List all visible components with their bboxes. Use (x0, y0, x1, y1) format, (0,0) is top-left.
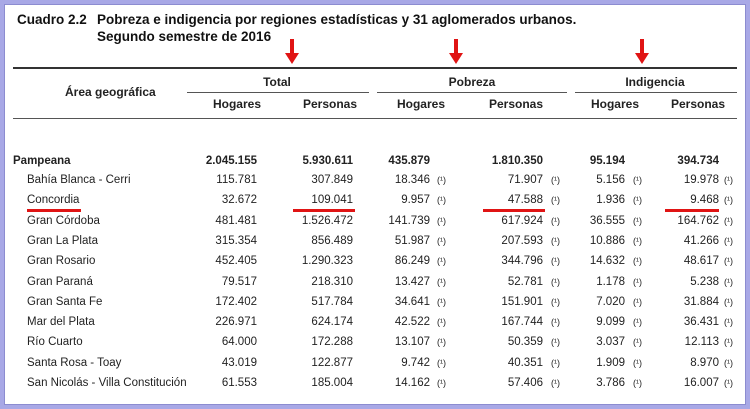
row-value: 43.019 (221, 356, 257, 369)
row-value: 13.107 (394, 336, 430, 349)
row-value: 1.909 (596, 356, 625, 369)
row-value: 167.744 (501, 316, 543, 329)
row-value: 122.877 (311, 356, 353, 369)
footnote-mark: (¹) (551, 195, 560, 206)
row-name: Gran Paraná (27, 275, 93, 288)
row-name: San Nicolás - Villa Constitución (27, 377, 187, 389)
row-value: 57.406 (507, 377, 543, 389)
row-value: 5.238 (690, 275, 719, 288)
footnote-mark: (¹) (724, 296, 733, 307)
row-value: 2.045.155 (205, 155, 257, 167)
row-value: 36.555 (589, 214, 625, 227)
row-value: 856.489 (311, 234, 353, 247)
row-name: Gran Santa Fe (27, 295, 103, 308)
arrow-down-icon (635, 39, 649, 65)
footnote-mark: (¹) (724, 337, 733, 348)
header-indigencia-personas: Personas (670, 97, 725, 111)
row-value: 481.481 (215, 214, 257, 227)
header-area: Área geográfica (65, 85, 156, 99)
footnote-mark: (¹) (437, 256, 446, 267)
row-name: Mar del Plata (27, 316, 95, 329)
footnote-mark: (¹) (633, 337, 642, 348)
row-value: 5.156 (596, 174, 625, 186)
row-value: 172.402 (215, 295, 257, 308)
header-pobreza: Pobreza (448, 75, 496, 89)
row-name: Gran La Plata (27, 234, 98, 247)
row-value: 13.427 (394, 275, 430, 288)
row-value: 31.884 (683, 295, 719, 308)
footnote-mark: (¹) (633, 317, 642, 328)
underline-personas-pobreza (483, 209, 545, 212)
footnote-mark: (¹) (724, 357, 733, 368)
row-value: 34.641 (394, 295, 430, 308)
header-pobreza-hogares: Hogares (396, 97, 445, 111)
row-value: 95.194 (589, 155, 625, 167)
row-name: Concordia (27, 194, 80, 207)
row-value: 14.632 (589, 255, 625, 268)
footnote-mark: (¹) (437, 317, 446, 328)
row-value: 141.739 (388, 214, 430, 227)
row-value: 394.734 (677, 155, 719, 167)
footnote-mark: (¹) (437, 175, 446, 185)
footnote-mark: (¹) (724, 215, 733, 226)
row-name: Gran Córdoba (27, 214, 100, 227)
footnote-mark: (¹) (437, 296, 446, 307)
table-frame (4, 4, 746, 405)
row-value: 315.354 (215, 234, 257, 247)
header-total-hogares: Hogares (212, 97, 261, 111)
arrow-down-icon (285, 39, 299, 65)
row-value: 18.346 (394, 174, 430, 186)
footnote-mark: (¹) (724, 378, 733, 388)
row-value: 64.000 (221, 336, 257, 349)
row-value: 42.522 (394, 316, 430, 329)
row-value: 3.786 (596, 377, 625, 389)
footnote-mark: (¹) (551, 378, 560, 388)
header-indigencia-hogares: Hogares (590, 97, 639, 111)
row-value: 51.987 (394, 234, 430, 247)
row-value: 207.593 (501, 234, 543, 247)
row-value: 36.431 (683, 316, 719, 329)
footnote-mark: (¹) (437, 235, 446, 246)
row-value: 624.174 (311, 316, 353, 329)
row-value: 47.588 (507, 194, 543, 207)
footnote-mark: (¹) (633, 378, 642, 388)
footnote-mark: (¹) (437, 337, 446, 348)
row-value: 151.901 (501, 295, 543, 308)
row-value: 40.351 (507, 356, 543, 369)
footnote-mark: (¹) (551, 337, 560, 348)
footnote-mark: (¹) (437, 357, 446, 368)
footnote-mark: (¹) (551, 175, 560, 185)
row-value: 307.849 (311, 174, 353, 186)
top-rule (13, 67, 737, 69)
row-value: 172.288 (311, 336, 353, 349)
footnote-mark: (¹) (633, 235, 642, 246)
header-bottom-rule (13, 118, 737, 119)
table-title-text: Pobreza e indigencia por regiones estadísticas y 31 aglomerados urbanos. (97, 12, 577, 27)
row-value: 9.099 (596, 316, 625, 329)
row-value: 14.162 (394, 377, 430, 389)
arrow-down-icon (449, 39, 463, 65)
row-value: 1.178 (596, 275, 625, 288)
footnote-mark: (¹) (551, 235, 560, 246)
footnote-mark: (¹) (724, 256, 733, 267)
underline-concordia (27, 209, 81, 212)
row-value: 8.970 (690, 356, 719, 369)
footnote-mark: (¹) (633, 195, 642, 206)
group-rule-pobreza (377, 92, 567, 93)
row-value: 3.037 (596, 336, 625, 349)
table-subtitle: Segundo semestre de 2016 (97, 29, 272, 44)
row-value: 517.784 (311, 295, 353, 308)
footnote-mark: (¹) (437, 276, 446, 287)
row-value: 452.405 (215, 255, 257, 268)
footnote-mark: (¹) (551, 276, 560, 287)
row-value: 9.742 (401, 356, 430, 369)
group-rule-total (187, 92, 369, 93)
row-value: 79.517 (221, 275, 257, 288)
row-value: 9.957 (401, 194, 430, 207)
footnote-mark: (¹) (551, 256, 560, 267)
footnote-mark: (¹) (633, 357, 642, 368)
row-value: 115.781 (216, 174, 257, 186)
footnote-mark: (¹) (724, 235, 733, 246)
row-value: 435.879 (388, 155, 430, 167)
row-value: 86.249 (394, 255, 430, 268)
footnote-mark: (¹) (724, 317, 733, 328)
row-value: 1.290.323 (301, 255, 353, 268)
region-name: Pampeana (13, 155, 71, 167)
footnote-mark: (¹) (551, 357, 560, 368)
row-value: 32.672 (221, 194, 257, 207)
row-value: 617.924 (501, 214, 543, 227)
header-indigencia: Indigencia (625, 75, 685, 89)
underline-personas-total (293, 209, 355, 212)
footnote-mark: (¹) (633, 276, 642, 287)
underline-personas-indigencia (665, 209, 719, 212)
group-rule-indigencia (575, 92, 737, 93)
row-value: 71.907 (507, 174, 543, 186)
footnote-mark: (¹) (633, 175, 642, 185)
row-value: 218.310 (311, 275, 353, 288)
table-number: Cuadro 2.2 (17, 12, 87, 27)
row-value: 50.359 (507, 336, 543, 349)
footnote-mark: (¹) (551, 317, 560, 328)
header-pobreza-personas: Personas (488, 97, 543, 111)
row-value: 226.971 (215, 316, 257, 329)
row-value: 1.936 (596, 194, 625, 207)
row-value: 5.930.611 (302, 155, 353, 167)
footnote-mark: (¹) (551, 296, 560, 307)
header-total-personas: Personas (302, 97, 357, 111)
row-value: 109.041 (311, 194, 353, 207)
row-value: 16.007 (683, 377, 719, 389)
row-name: Santa Rosa - Toay (27, 356, 122, 369)
footnote-mark: (¹) (724, 175, 733, 185)
footnote-mark: (¹) (724, 276, 733, 287)
footnote-mark: (¹) (633, 296, 642, 307)
row-value: 41.266 (683, 234, 719, 247)
footnote-mark: (¹) (633, 256, 642, 267)
footnote-mark: (¹) (437, 378, 446, 388)
row-value: 344.796 (501, 255, 543, 268)
header-total: Total (263, 75, 291, 89)
footnote-mark: (¹) (437, 195, 446, 206)
row-value: 7.020 (596, 295, 625, 308)
footnote-mark: (¹) (724, 195, 733, 206)
row-value: 10.886 (589, 234, 625, 247)
row-value: 61.553 (221, 377, 257, 389)
row-value: 185.004 (311, 377, 353, 389)
row-value: 12.113 (684, 336, 719, 349)
row-value: 19.978 (683, 174, 719, 186)
row-value: 1.810.350 (491, 155, 543, 167)
row-name: Bahía Blanca - Cerri (27, 174, 131, 186)
footnote-mark: (¹) (437, 215, 446, 226)
footnote-mark: (¹) (551, 215, 560, 226)
row-value: 164.762 (677, 214, 719, 227)
row-name: Río Cuarto (27, 336, 83, 349)
row-value: 9.468 (690, 194, 719, 207)
row-value: 52.781 (507, 275, 543, 288)
row-name: Gran Rosario (27, 255, 96, 268)
footnote-mark: (¹) (633, 215, 642, 226)
row-value: 48.617 (683, 255, 719, 268)
row-value: 1.526.472 (301, 214, 353, 227)
